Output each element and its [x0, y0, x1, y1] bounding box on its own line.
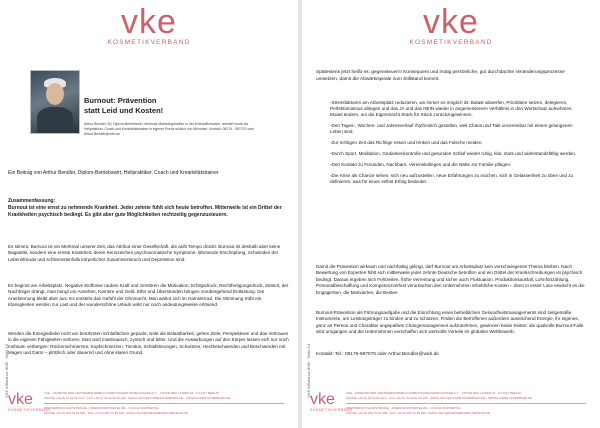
- right-page: [302, 0, 600, 428]
- author-photo: [30, 70, 80, 134]
- summary-text: Burnout ist eine ernst zu nehmende Krankheit. Jeder zehnte fühlt sich heute betroffen. Mitterweile ist ein Drittel der Krankheiten psychisch bedingt. Es gibt aber gute Möglichkeiten rechtzeitig gegenzusteuern.: [8, 205, 282, 218]
- left-page: [0, 0, 298, 428]
- contact-line: Kontakt: Tel.: 08176-997079 oder Arthur.Bendler@web.de: [316, 352, 439, 357]
- article-headline: Burnout: Prävention statt Leid und Kosten!: [84, 96, 164, 115]
- paragraph-management: Burnout-Prävention als Führungsaufgabe und die Einrichtung eines betrieblichen Gesundheitsmanagements sind zeitgemäße Instrumente, um Leistungsträger zu binden und zu schützen. Finden die Betroffenen außerdem ausreichend Energie, ihr eigenes, ganz an Person und Charakter angepaßtes Changemanagement aufzunehmen, gewinnen beide Seiten: die qualvolle Burnout-Falle wird umgangen und die Unternehmen verschaffen sich wertvolle Vorteile im globalen Wettbewerb.: [316, 310, 584, 335]
- page-meta: VKE inBalance 8/08 · Seite 14: [306, 344, 311, 398]
- article-credit: Ein Beitrag von Arthur Bendler, Diplom-Betriebswirt, Heilpraktiker, Coach und Kreativitätstrainer: [8, 170, 219, 176]
- list-item: -Stressfaktoren am Arbeitsplatz reduzieren, wo immer es möglich ist: Balast abwerfen, Prioritäten setzen, delegieren, Perfektionismus ablegen und das JA und das NEIN wieder in angemessenem Verhältnis in den Wortschatz aufnehmen. Etwas ändern, um die Eigenmacht Stück für Stück zurückzugewinnen.: [330, 100, 573, 118]
- vke-logo: [94, 3, 204, 46]
- paragraph-3: Werden die Energiediebe nicht am berühmten Schlafittchen gepackt, sinkt die Belastbarkeit, gehen Ziele, Perspektiven und das Vertrauen in die eigenen Fähigkeiten verloren. Man wird misstrauisch, zynisch und bitter. Und die Auswirkungen auf den Körper lassen sich nur noch mühsam verbergen: Rückenschmerzen, Kopfschmerzen, Tinnitus, Schlafstörungen, Schwitzen, Herzbeschwerden und Beschwerden mit Magen und Darm – plötzlich oder dauernd und ohne klaren Grund.: [8, 331, 289, 356]
- logo-mark: vke: [121, 3, 177, 41]
- author-bio: Arthur Bendler, 50, Diplom-Betriebswirt, ehemals Marketingdirektor in der Duftstoffindustrie, arbeitet heute als Heilpraktiker, Coach und Kreativitätstrainer in eigener Praxis südlich von München. Kontakt: 08176 - 997079 oder Arthur.Bendler@web.de: [84, 122, 255, 136]
- list-item: -Durch Sport, Meditation, Gedankenkontrolle und gesunden Schlaf wieder ruhig, klar, stark und widerstandsfähig werden.: [330, 151, 577, 156]
- logo-mark: vke: [423, 3, 479, 41]
- footer-address: VKE · VERBAND DER VERTRIEBSFIRMEN KOSMETISCHER ERZEUGNISSE E.V. · UNTER DEN LINDEN 42 · D-10117 BERLIN PHONE +49 (0) 30 20 61 60-0 · FAX +49 (0) 30 20 61 60-220 · EMAIL INFO@KOSMETIKVERBAND.DE · WWW.KOSMETIKVERBAND.DE PRESSEBÜRO HASTE BRÜHE · FRIEDRICHSTRASSE 261 · D-42111 WUPPERTAL PHONE +49 (0) 202 70 50 628 · FAX +49 (0) 202 70 50 628 · EMAIL INFO@PRESSEBUERO-BRUEHE.DE: [346, 391, 586, 416]
- summary-block: [8, 198, 290, 219]
- paragraph-prevention: Damit die Prävention wirksam und nachhaltig gelingt, darf Burnout am Arbeitsplatz kein verschwiegenes Thema bleiben. Nach Bewertung von Experten fühlt sich mittlerweile jeder zehnte Deutsche betroffen und ein Drittel der Krankschreibungen ist psychisch bedingt. Daraus ergeben sich Fehlzeiten, frühe Verrentung und sicher auch Fluktuation. Produktionsausfall, Lohnfortzahlung, Personalbeschaffung und Kompetenzverlust verursachen den Unternehmen erhebliche Kosten – denn in erster Linie erwischt es die Engagierten, die Motivierten, die Besten.: [316, 264, 585, 295]
- list-item: -Die Krise als Chance sehen, sich neu aufzustellen, neue Erfahrungen zu machen, sich in Gelassenheit zu üben und zu definieren, was für einen selbst Erfolg bedeutet.: [330, 172, 574, 184]
- logo-tagline: KOSMETIKVERBAND: [409, 39, 493, 46]
- summary-label: Zusammenfassung:: [8, 198, 56, 204]
- page-meta: VKE inBalance 8/08 · Seite 13: [4, 344, 9, 398]
- logo-tagline: KOSMETIKVERBAND: [107, 39, 191, 46]
- measures-list: [330, 100, 586, 190]
- list-item: -Den Tages-, Wochen- und Jahresverlauf rhythmisch gestalten, weil Chaos und Takt unvereinbar mit einem gelungenen Leben sind.: [330, 123, 573, 135]
- list-item: -Zur richtigen Zeit das Richtige essen und trinken und das Falsche meiden.: [330, 140, 483, 146]
- vke-logo: [396, 3, 506, 46]
- footer-logo: vke KOSMETIKVERBAND: [8, 391, 51, 412]
- intro-paragraph: Spätestens jetzt heißt es: gegensteuern! Konsequent und mutig persönliche, gut durchdachte Veränderungsprozesse umsetzen, damit die Abwärtsspirale zum Stillstand kommt.: [316, 70, 565, 82]
- list-item: -Den Kontakt zu Freunden, Nachbarn, Vereinskollegen und die Nähe zur Familie pflegen.: [330, 161, 512, 167]
- paragraph-1: Es stimmt, Burnout ist ein Merkmal unserer Zeit, das Attribut einer Gesellschaft, die aufs Tempo drückt. Burnout ist deshalb aber keine Bagatelle, sondern eine ernste Krankheit, deren Kennzeichen psychosomatische Symptome, lähmende Erschöpfung, Schwinden der Lebensfreude und schlimmstenfalls körperlicher Zusammenbruch und Depression sind.: [8, 244, 281, 262]
- paragraph-2: Es beginnt am Arbeitsplatz. Negative Einflüsse rauben Kraft und zerstören die Motivation: Erfolgsdruck, Rechtfertigungsdruck, Zeitnot, der Nachfolger drängt, man bangt um Ansehen, Karriere und Geld. Eifer und Überstunden bringen vorübergehend Entlastung. Die Anerkennung bleibt aber aus. Es entsteht das Gefühl der Ohnmacht. Man wähnt sich im Hamsterrad. Die Stimmung trübt ein. Klarsigkeiten werden zur Last und der wunderschöne Urlaub wirkt nur noch andeutungsweise erlösend.: [8, 283, 289, 308]
- footer-address: VKE · VERBAND DER VERTRIEBSFIRMEN KOSMETISCHER ERZEUGNISSE E.V. · UNTER DEN LINDEN 42 · D-10117 BERLIN PHONE +49 (0) 30 20 61 60-0 · FAX +49 (0) 30 20 61 60-220 · EMAIL INFO@KOSMETIKVERBAND.DE · WWW.KOSMETIKVERBAND.DE PRESSEBÜRO HASTE BRÜHE · FRIEDRICHSTRASSE 261 · D-42111 WUPPERTAL PHONE +49 (0) 202 70 50 628 · FAX +49 (0) 202 70 50 628 · EMAIL INFO@PRESSEBUERO-BRUEHE.DE: [44, 391, 284, 416]
- footer-logo: vke KOSMETIKVERBAND: [310, 391, 353, 412]
